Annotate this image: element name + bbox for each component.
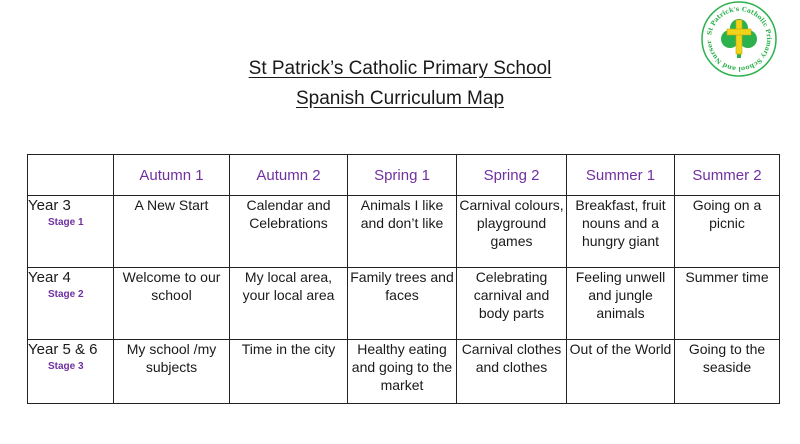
row-header <box>28 196 114 268</box>
table-cell: Animals I like and don’t like <box>348 196 457 268</box>
column-header: Spring 2 <box>457 155 567 196</box>
table-cell: Carnival clothes and clothes <box>457 340 567 404</box>
stage-label: Stage 3 <box>48 361 84 372</box>
table-cell: Celebrating carnival and body parts <box>457 268 567 340</box>
column-header: Autumn 2 <box>230 155 348 196</box>
table-cell: Going on a picnic <box>675 196 780 268</box>
row-header <box>28 340 114 404</box>
row-header <box>28 268 114 340</box>
table-cell: Time in the city <box>230 340 348 404</box>
header-row <box>28 155 780 196</box>
page-subtitle: Spanish Curriculum Map <box>295 88 505 109</box>
table-row <box>28 340 780 404</box>
table-cell: Breakfast, fruit nouns and a hungry giant <box>567 196 675 268</box>
table-cell: Calendar and Celebrations <box>230 196 348 268</box>
table-cell: My local area, your local area <box>230 268 348 340</box>
table-cell: Welcome to our school <box>114 268 230 340</box>
page-title: St Patrick’s Catholic Primary School <box>248 58 552 79</box>
year-label: Year 5 & 6 <box>28 341 98 358</box>
column-header: Autumn 1 <box>114 155 230 196</box>
table-cell: Out of the World <box>567 340 675 404</box>
curriculum-table <box>27 154 780 404</box>
column-header: Spring 1 <box>348 155 457 196</box>
table-row <box>28 268 780 340</box>
table-cell: Healthy eating and going to the market <box>348 340 457 404</box>
table-cell: Carnival colours, playground games <box>457 196 567 268</box>
table-cell: A New Start <box>114 196 230 268</box>
column-header: Summer 1 <box>567 155 675 196</box>
year-label: Year 4 <box>28 269 71 286</box>
title-block <box>0 54 800 114</box>
column-header: Summer 2 <box>675 155 780 196</box>
table-cell: Family trees and faces <box>348 268 457 340</box>
table-cell: Feeling unwell and jungle animals <box>567 268 675 340</box>
stage-label: Stage 1 <box>48 217 84 228</box>
table-row <box>28 196 780 268</box>
table-cell: Summer time <box>675 268 780 340</box>
corner-cell <box>28 155 114 196</box>
stage-label: Stage 2 <box>48 289 84 300</box>
logo-text: St Patrick's Catholic Primary School and Nurser <box>705 5 773 73</box>
table-cell: My school /my subjects <box>114 340 230 404</box>
year-label: Year 3 <box>28 197 71 214</box>
table-cell: Going to the seaside <box>675 340 780 404</box>
